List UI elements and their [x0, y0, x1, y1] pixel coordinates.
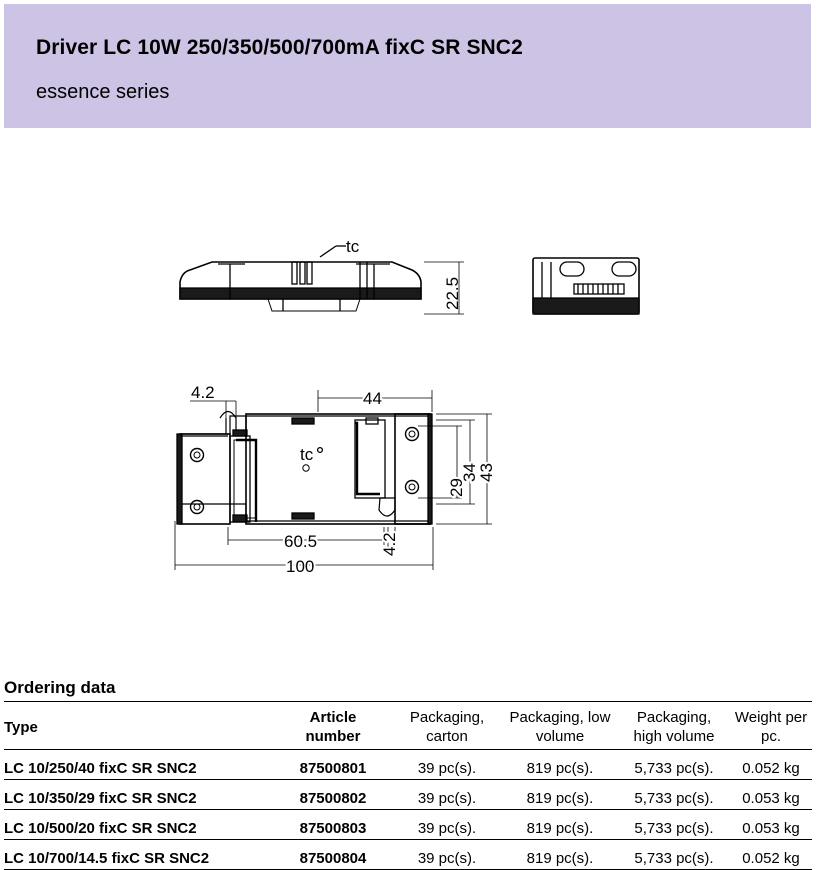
header-weight-per-pc: Weight per pc. [734, 709, 808, 745]
label-tc-side: tc [346, 237, 360, 256]
cell-carton: 39 pc(s). [417, 850, 477, 867]
cell-weight: 0.053 kg [742, 790, 800, 807]
cell-type: LC 10/700/14.5 fixC SR SNC2 [4, 850, 210, 867]
ordering-data-heading: Ordering data [4, 678, 116, 697]
cell-low-volume: 819 pc(s). [526, 760, 594, 777]
dim-height-22-5: 22.5 [443, 276, 462, 310]
cell-high-volume: 5,733 pc(s). [634, 760, 714, 777]
dim-length-100: 100 [286, 557, 315, 576]
dim-slot-4-2: 4.2 [380, 532, 399, 556]
cell-article: 87500801 [299, 760, 367, 777]
top-view-drawing [175, 390, 492, 570]
table-row [4, 780, 812, 810]
ordering-header-row [4, 704, 812, 750]
cell-weight: 0.053 kg [742, 820, 800, 837]
header-packaging-carton: Packaging, carton [409, 709, 485, 745]
cell-type: LC 10/350/29 fixC SR SNC2 [4, 790, 197, 807]
cell-high-volume: 5,733 pc(s). [634, 820, 714, 837]
end-view-drawing [533, 258, 639, 314]
header-type: Type [4, 718, 38, 736]
ordering-top-rule [4, 701, 812, 702]
cell-type: LC 10/250/40 fixC SR SNC2 [4, 760, 197, 777]
dim-height-29: 29 [447, 478, 466, 497]
cell-carton: 39 pc(s). [417, 760, 477, 777]
label-tc-top: tc [300, 445, 314, 464]
cell-article: 87500802 [299, 790, 367, 807]
header-packaging-low-volume: Packaging, low volume [509, 709, 611, 745]
cell-weight: 0.052 kg [742, 850, 800, 867]
cell-carton: 39 pc(s). [417, 820, 477, 837]
dim-height-34: 34 [460, 463, 479, 482]
dim-width-44: 44 [363, 389, 382, 408]
product-subtitle: essence series [36, 81, 170, 103]
header-article-number: Article number [305, 709, 361, 745]
header-packaging-high-volume: Packaging, high volume [633, 709, 715, 745]
dim-width-60-5: 60.5 [284, 532, 318, 551]
cell-low-volume: 819 pc(s). [526, 820, 594, 837]
cell-high-volume: 5,733 pc(s). [634, 790, 714, 807]
cell-article: 87500803 [299, 820, 367, 837]
table-row [4, 840, 812, 870]
ordering-table [4, 704, 812, 870]
dim-width-4-2: 4.2 [191, 383, 215, 402]
cell-low-volume: 819 pc(s). [526, 790, 594, 807]
cell-type: LC 10/500/20 fixC SR SNC2 [4, 820, 197, 837]
table-row [4, 750, 812, 780]
dim-height-43: 43 [477, 463, 496, 482]
cell-carton: 39 pc(s). [417, 790, 477, 807]
cell-high-volume: 5,733 pc(s). [634, 850, 714, 867]
table-row [4, 810, 812, 840]
product-title: Driver LC 10W 250/350/500/700mA fixC SR SNC2 [36, 36, 523, 59]
cell-low-volume: 819 pc(s). [526, 850, 594, 867]
cell-weight: 0.052 kg [742, 760, 800, 777]
cell-article: 87500804 [299, 850, 367, 867]
side-view-drawing [180, 246, 464, 314]
